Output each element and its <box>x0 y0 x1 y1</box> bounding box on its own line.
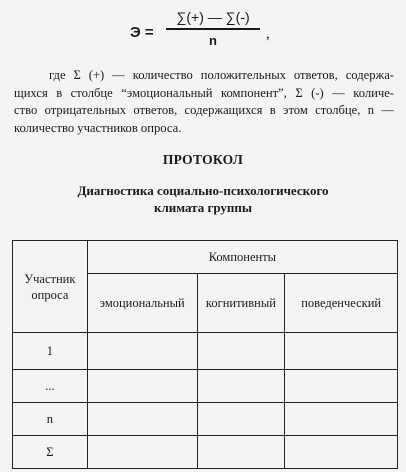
formula-numerator: ∑(+) — ∑(-) <box>176 9 250 25</box>
protocol-table <box>12 240 398 469</box>
header-behavioral: поведенческий <box>285 274 398 333</box>
table-cell <box>197 436 285 469</box>
header-components: Компоненты <box>87 241 397 274</box>
header-participant <box>13 241 88 333</box>
table-cell <box>87 403 197 436</box>
protocol-title: ПРОТОКОЛ <box>162 152 244 167</box>
formula-denominator: n <box>209 32 217 48</box>
paragraph-line: ство отрицательных ответов, содержащихся в этом столбце, n — <box>14 103 394 117</box>
table-cell <box>285 370 398 403</box>
fraction-bar <box>166 28 260 30</box>
paragraph-line: количество участников опроса. <box>14 120 182 135</box>
formula <box>0 8 406 52</box>
table-cell <box>197 370 285 403</box>
subtitle-line: климата группы <box>153 200 253 215</box>
table-header-row <box>13 241 398 274</box>
table-row <box>13 333 398 370</box>
header-emotional: эмоциональный <box>87 274 197 333</box>
table-cell <box>285 333 398 370</box>
protocol-subtitle <box>0 182 406 216</box>
header-participant-line: Участник <box>24 271 76 286</box>
formula-comma: , <box>266 26 270 42</box>
header-participant-line: опроса <box>31 287 69 302</box>
formula-fraction <box>166 8 260 49</box>
row-label: ... <box>13 370 88 403</box>
table-cell <box>197 403 285 436</box>
table-cell <box>87 436 197 469</box>
table-cell <box>285 436 398 469</box>
table-row <box>13 436 398 469</box>
formula-lhs: Э = <box>130 24 154 41</box>
paragraph-line: где Σ (+) — количество положительных ответов, содержа- <box>49 68 394 82</box>
table-row <box>13 370 398 403</box>
table-cell <box>87 333 197 370</box>
table-row <box>13 403 398 436</box>
row-label: Σ <box>13 436 88 469</box>
table-cell <box>197 333 285 370</box>
table-cell <box>285 403 398 436</box>
row-label: 1 <box>13 333 88 370</box>
row-label: n <box>13 403 88 436</box>
explanation-paragraph <box>14 67 394 137</box>
subtitle-line: Диагностика социально-психологического <box>77 183 329 198</box>
paragraph-line: щихся в столбце “эмоциональный компонент”, Σ (-) — количе- <box>14 85 394 100</box>
header-cognitive: когнитивный <box>197 274 285 333</box>
table-cell <box>87 370 197 403</box>
